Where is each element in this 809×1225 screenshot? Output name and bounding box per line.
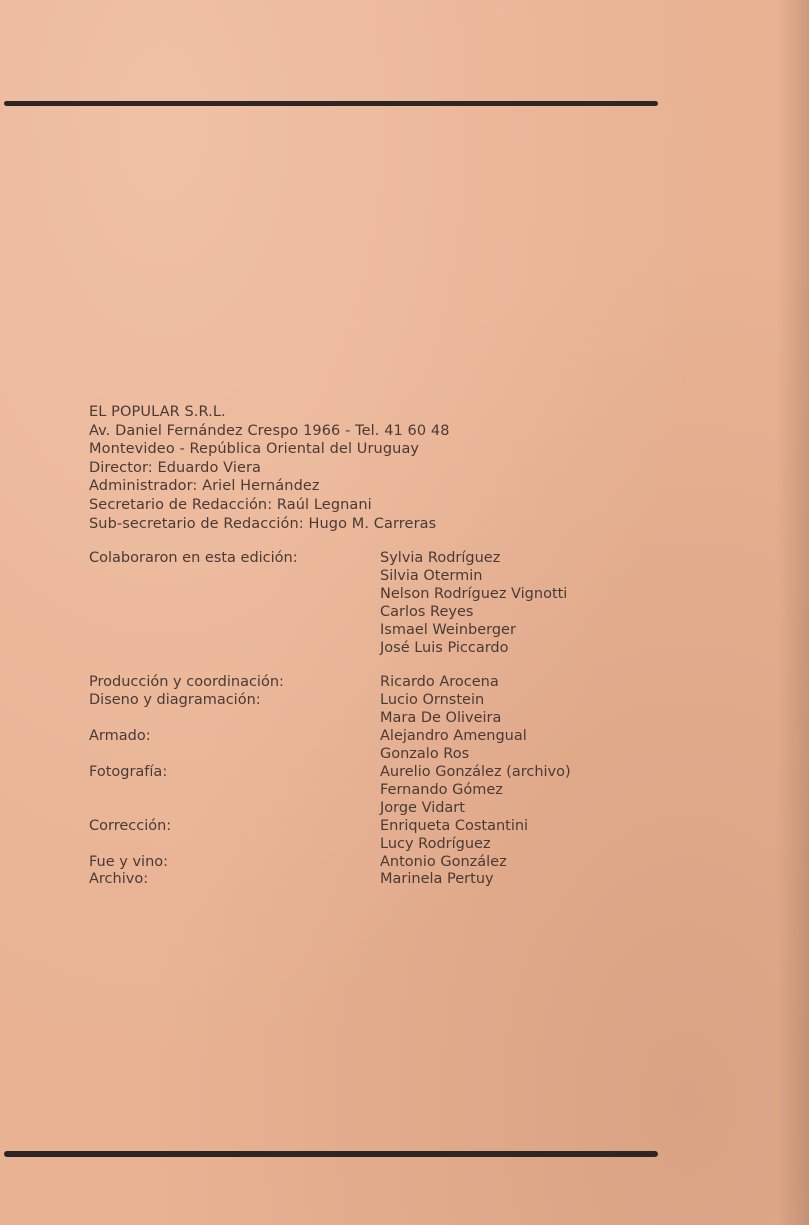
credit-role: Archivo: [89,871,149,888]
credit-names [380,728,527,764]
credit-row-archivo [89,871,649,889]
bottom-divider-rule [4,1151,658,1157]
credit-name: Enriqueta Costantini [380,817,529,834]
credit-role: Colaboraron en esta edición: [89,550,298,566]
credit-name: Marinela Pertuy [380,871,494,888]
credit-role: Fue y vino: [89,853,169,870]
credit-name: Lucio Ornstein [380,692,485,709]
director-line: Director: Eduardo Viera [89,459,262,476]
credit-role: Fotografía: [89,763,168,780]
credit-name: Aurelio González (archivo) [380,763,571,780]
credit-row-produccion [89,674,649,692]
credit-name: Lucy Rodríguez [380,835,491,852]
editorial-secretary-line: Secretario de Redacción: Raúl Legnani [89,496,372,513]
credit-name: Sylvia Rodríguez [380,550,501,566]
top-divider-rule [4,101,658,106]
credit-role: Diseno y diagramación: [89,692,261,709]
credit-names [380,764,571,818]
administrator-line: Administrador: Ariel Hernández [89,478,320,495]
credit-names [380,692,501,728]
credit-names [380,818,528,854]
credit-names [380,674,499,692]
credits-list [89,550,649,889]
publisher-name: EL POPULAR S.R.L. [89,404,226,420]
credit-name: Ricardo Arocena [380,674,499,691]
credit-name: José Luis Piccardo [380,639,509,656]
credit-name: Antonio González [380,853,507,870]
publisher-city: Montevideo - República Oriental del Uruguay [89,441,420,458]
credit-name: Mara De Oliveira [380,710,502,727]
credit-row-diseno [89,692,649,728]
credit-role: Corrección: [89,817,172,834]
credit-name: Gonzalo Ros [380,746,470,763]
credit-role: Producción y coordinación: [89,674,284,691]
publisher-info [89,403,450,533]
credit-name: Silvia Otermin [380,567,483,584]
credit-row-fotografia [89,764,649,818]
credit-name: Ismael Weinberger [380,621,516,638]
editorial-subsecretary-line: Sub-secretario de Redacción: Hugo M. Carreras [89,515,437,532]
credit-name: Fernando Gómez [380,781,503,798]
publisher-address: Av. Daniel Fernández Crespo 1966 - Tel. 41 60 48 [89,422,450,439]
credit-row-armado [89,728,649,764]
credit-row-fue-y-vino [89,854,649,872]
credit-name: Jorge Vidart [380,799,465,816]
credit-names [380,871,494,889]
credit-names [380,854,507,872]
credit-row-correccion [89,818,649,854]
credit-role: Armado: [89,728,151,745]
credit-names [380,550,567,657]
credit-row-colaboradores [89,550,649,657]
credit-name: Alejandro Amengual [380,728,527,745]
credit-name: Nelson Rodríguez Vignotti [380,585,568,602]
credit-name: Carlos Reyes [380,603,474,620]
